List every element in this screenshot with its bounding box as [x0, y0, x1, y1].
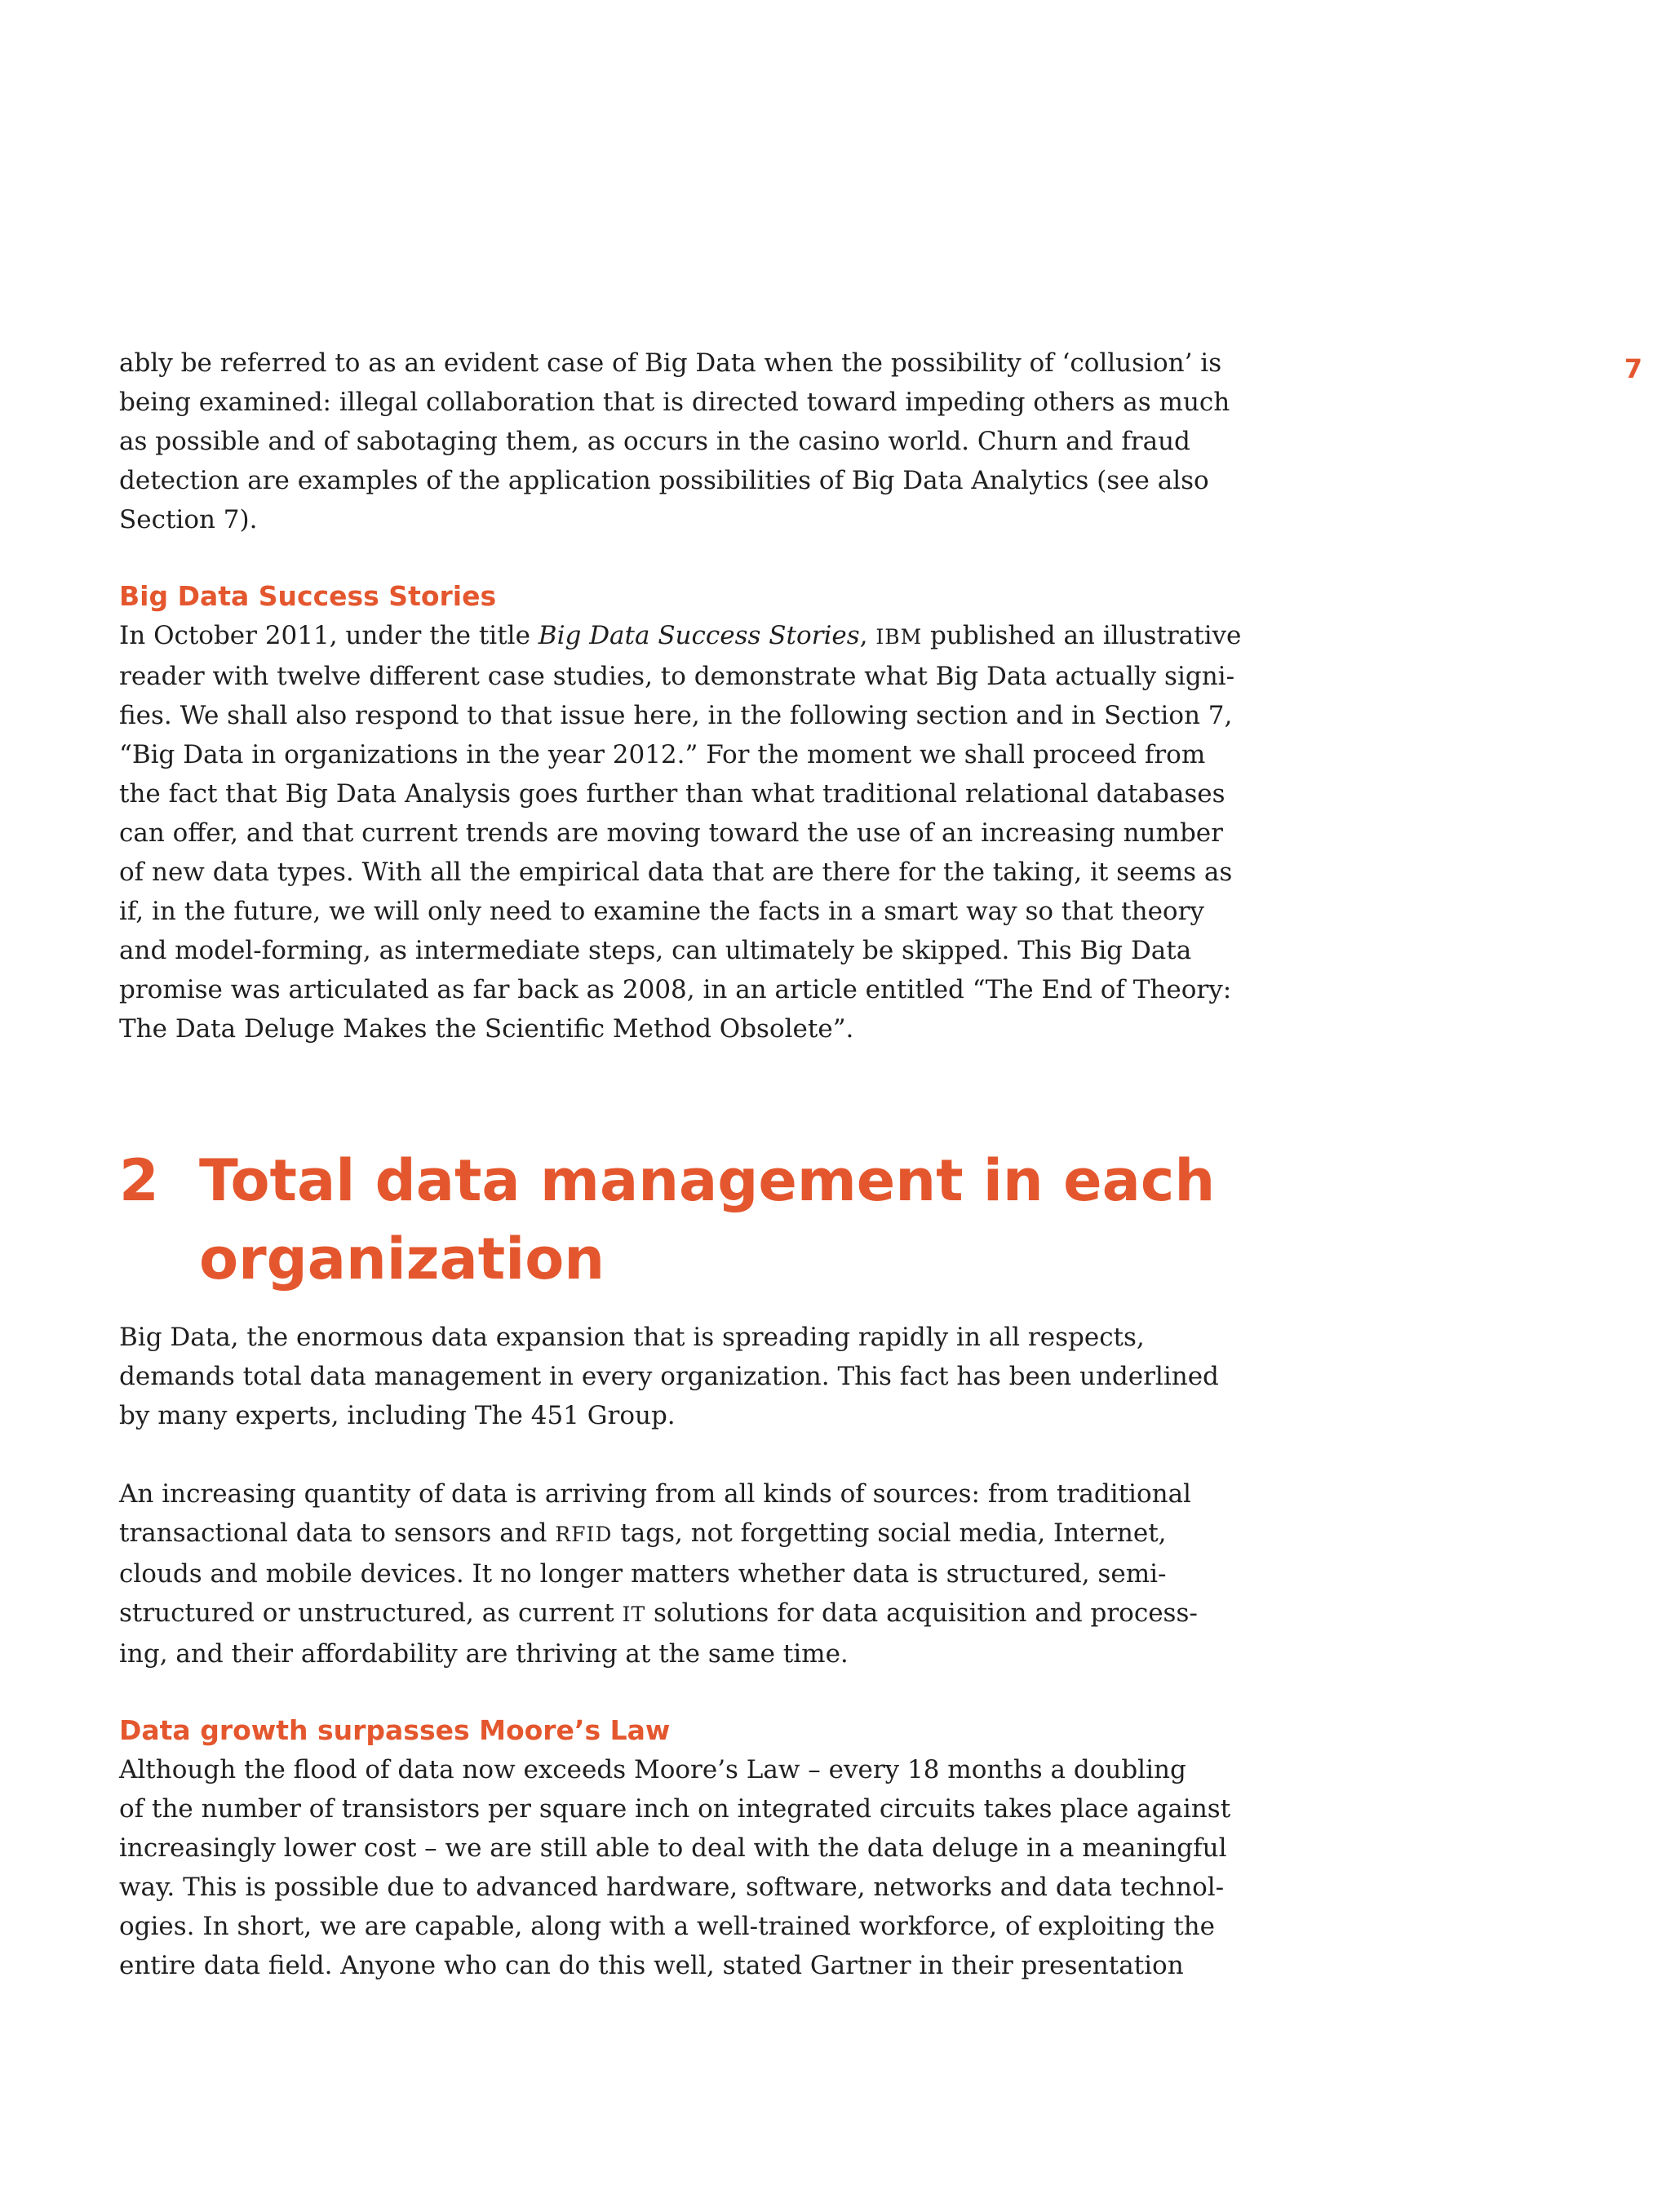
text-segment: tags, not forgetting social media, Internet, — [612, 1518, 1167, 1548]
text-segment: In October 2011, under the title — [119, 621, 539, 650]
text-line: demands total data management in every organization. This fact has been underlined — [119, 1362, 1219, 1391]
text-line: if, in the future, we will only need to examine the facts in a smart way so that theory — [119, 897, 1204, 926]
page-number: 7 — [1624, 353, 1642, 384]
italic-title: Big Data Success Stories — [538, 621, 860, 650]
small-caps-rfid: RFID — [555, 1523, 613, 1546]
main-text-column — [119, 344, 1242, 1985]
text-line: can offer, and that current trends are moving toward the use of an increasing number — [119, 818, 1223, 848]
text-line: The Data Deluge Makes the Scientific Method Obsolete”. — [119, 1014, 854, 1044]
text-line: “Big Data in organizations in the year 2012.” For the moment we shall proceed from — [119, 740, 1206, 769]
text-line: as possible and of sabotaging them, as occurs in the casino world. Churn and fraud — [119, 427, 1190, 456]
small-caps-it: IT — [622, 1602, 646, 1626]
section-heading-moores-law: Data growth surpasses Moore’s Law — [119, 1714, 671, 1746]
text-line: reader with twelve different case studies, to demonstrate what Big Data actually signi- — [119, 662, 1235, 691]
text-line: by many experts, including The 451 Group. — [119, 1401, 676, 1430]
chapter-paragraph-1 — [119, 1318, 1219, 1435]
small-caps-ibm: IBM — [875, 625, 923, 649]
text-segment: solutions for data acquisition and process- — [645, 1598, 1198, 1628]
text-line: entire data field. Anyone who can do this well, stated Gartner in their presentation — [119, 1951, 1184, 1980]
chapter-title-line: organization — [199, 1226, 605, 1292]
text-line: detection are examples of the application possibilities of Big Data Analytics (see also — [119, 466, 1209, 495]
text-segment: transactional data to sensors and — [119, 1518, 556, 1548]
text-line: fies. We shall also respond to that issue here, in the following section and in Section 7, — [119, 701, 1233, 730]
text-line: ogies. In short, we are capable, along with a well-trained workforce, of exploiting the — [119, 1912, 1215, 1941]
text-segment: structured or unstructured, as current — [119, 1598, 623, 1628]
intro-paragraph — [119, 344, 1230, 539]
text-line: An increasing quantity of data is arriving from all kinds of sources: from traditional — [119, 1479, 1191, 1509]
success-stories-paragraph — [119, 616, 1242, 1048]
text-line: and model-forming, as intermediate steps, can ultimately be skipped. This Big Data — [119, 936, 1192, 965]
text-line — [119, 616, 1242, 657]
text-line: of new data types. With all the empirical data that are there for the taking, it seems as — [119, 858, 1233, 887]
chapter-heading — [119, 1141, 1216, 1298]
text-line: ably be referred to as an evident case of Big Data when the possibility of ‘collusion’ is — [119, 348, 1222, 378]
text-line: being examined: illegal collaboration that is directed toward impeding others as much — [119, 388, 1230, 417]
text-line: clouds and mobile devices. It no longer matters whether data is structured, semi- — [119, 1559, 1167, 1589]
text-line: ing, and their affordability are thriving at the same time. — [119, 1639, 849, 1669]
text-line: Section 7). — [119, 505, 258, 534]
text-segment: , — [859, 621, 876, 650]
text-line: promise was articulated as far back as 2008, in an article entitled “The End of Theory: — [119, 975, 1232, 1004]
text-line: way. This is possible due to advanced hardware, software, networks and data technol- — [119, 1873, 1225, 1902]
chapter-paragraph-2 — [119, 1474, 1198, 1673]
text-line — [119, 1594, 1198, 1634]
text-line: increasingly lower cost – we are still able to deal with the data deluge in a meaningful — [119, 1833, 1227, 1863]
chapter-number: 2 — [119, 1147, 159, 1214]
text-line: of the number of transistors per square inch on integrated circuits takes place against — [119, 1794, 1231, 1824]
text-line: Big Data, the enormous data expansion that is spreading rapidly in all respects, — [119, 1323, 1145, 1352]
text-line: the fact that Big Data Analysis goes further than what traditional relational databases — [119, 779, 1226, 809]
text-line: Although the flood of data now exceeds Moore’s Law – every 18 months a doubling — [119, 1755, 1186, 1784]
chapter-title-line: Total data management in each — [199, 1147, 1216, 1214]
text-line — [119, 1514, 1167, 1554]
moores-law-paragraph — [119, 1750, 1231, 1985]
section-heading-success-stories: Big Data Success Stories — [119, 580, 497, 612]
text-segment: published an illustrative — [922, 621, 1242, 650]
